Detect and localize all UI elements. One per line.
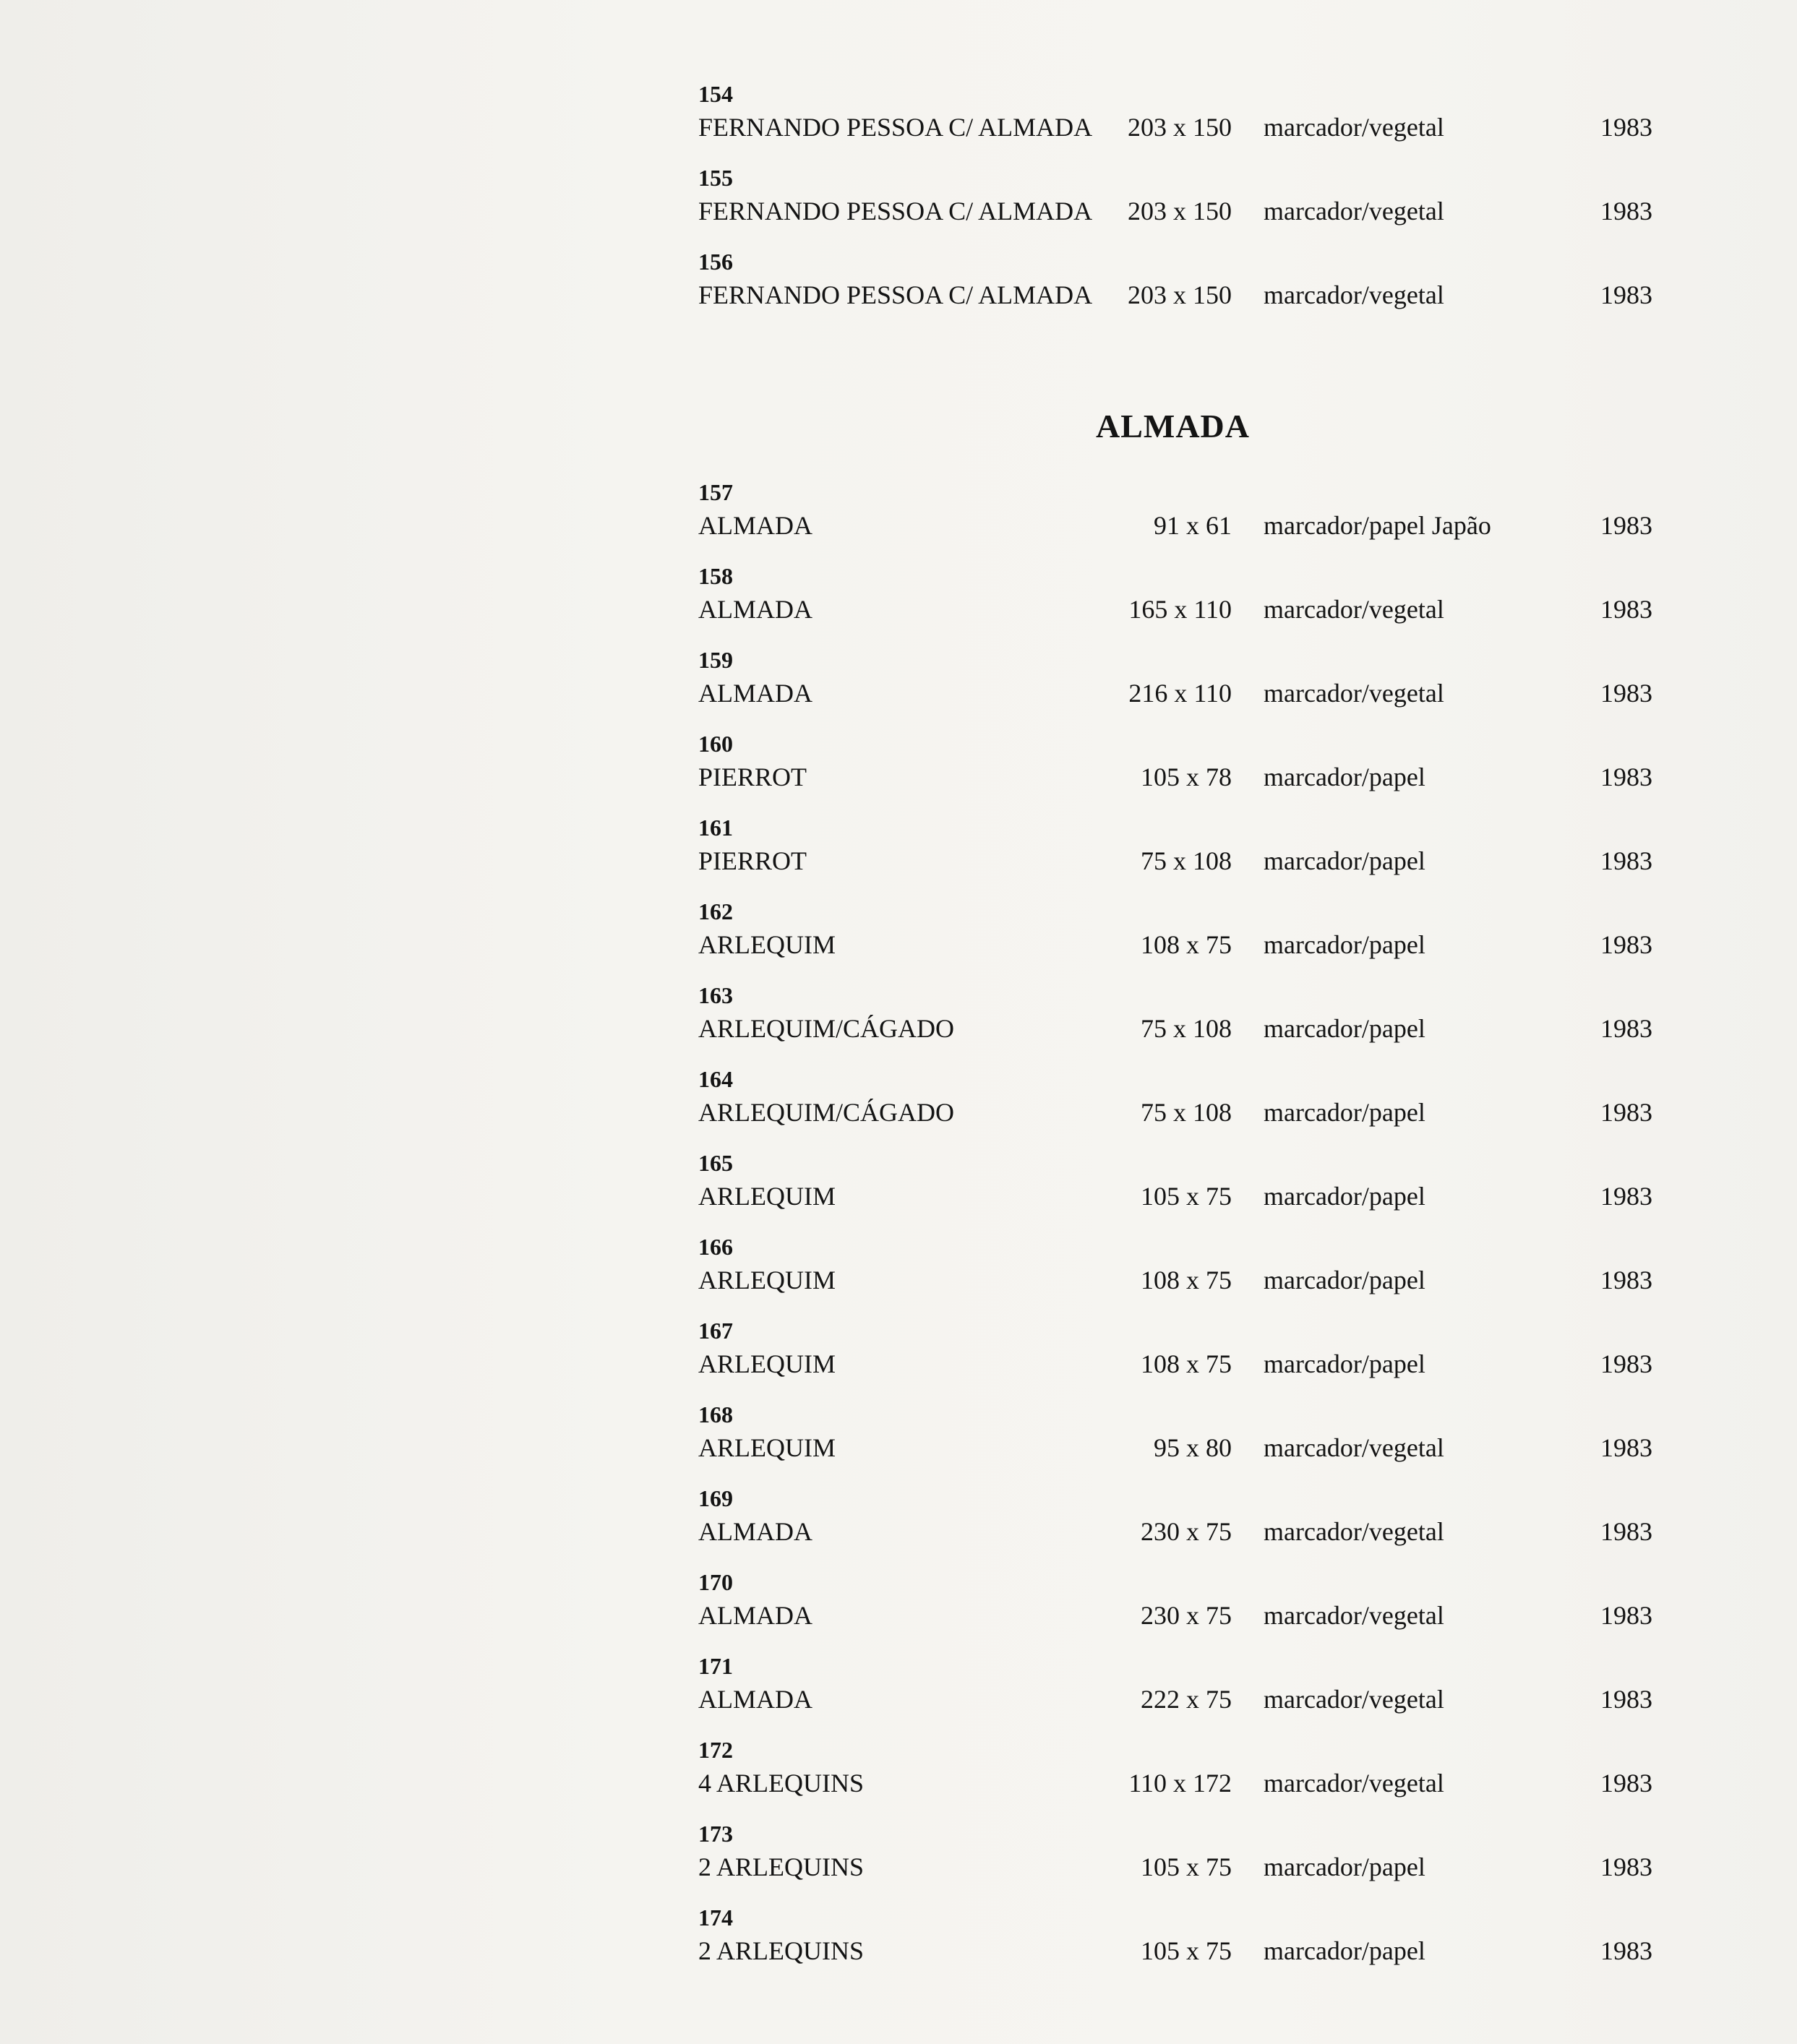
entry-year: 1983 <box>1600 1685 1652 1714</box>
entry-dimensions: 108 x 75 <box>1141 930 1232 959</box>
entry-number: 162 <box>698 898 733 924</box>
entry-year: 1983 <box>1600 1433 1652 1462</box>
entry-number: 156 <box>698 249 733 275</box>
entry-number: 172 <box>698 1737 733 1763</box>
entry-year: 1983 <box>1600 511 1652 540</box>
entry-title: ARLEQUIM/CÁGADO <box>698 1014 954 1043</box>
entry-year: 1983 <box>1600 763 1652 791</box>
entry-title: 2 ARLEQUINS <box>698 1852 865 1881</box>
entry-year: 1983 <box>1600 113 1652 142</box>
entry-year: 1983 <box>1600 1098 1652 1127</box>
entry-title: ARLEQUIM <box>698 930 836 959</box>
entry-number: 158 <box>698 563 733 589</box>
entry-technique: marcador/papel <box>1264 930 1425 959</box>
catalogue-entry <box>698 1065 1652 1140</box>
entry-number: 166 <box>698 1234 733 1260</box>
entry-technique: marcador/vegetal <box>1264 595 1444 624</box>
entry-technique: marcador/vegetal <box>1264 679 1444 708</box>
entry-dimensions: 105 x 75 <box>1141 1852 1232 1881</box>
entry-title: ALMADA <box>698 1601 812 1630</box>
entry-title: FERNANDO PESSOA C/ ALMADA <box>698 280 1093 309</box>
entry-title: ARLEQUIM <box>698 1182 836 1211</box>
entry-technique: marcador/vegetal <box>1264 1517 1444 1546</box>
entry-dimensions: 110 x 172 <box>1128 1769 1232 1798</box>
catalogue-entry <box>698 813 1652 888</box>
catalogue-entry <box>698 247 1652 322</box>
entry-title: 4 ARLEQUINS <box>698 1769 865 1798</box>
catalogue-entry <box>698 1903 1652 1978</box>
entry-number: 168 <box>698 1401 733 1427</box>
entry-number: 167 <box>698 1318 733 1344</box>
catalogue-entry <box>698 163 1652 239</box>
catalogue-entry <box>698 478 1652 553</box>
entry-dimensions: 230 x 75 <box>1141 1517 1232 1546</box>
catalogue-entry <box>698 897 1652 972</box>
entry-number: 155 <box>698 165 733 191</box>
entry-title: PIERROT <box>698 846 807 875</box>
entry-title: ALMADA <box>698 1685 812 1714</box>
catalogue-entry <box>698 1819 1652 1894</box>
entry-year: 1983 <box>1600 679 1652 708</box>
entry-dimensions: 105 x 78 <box>1141 763 1232 791</box>
entry-year: 1983 <box>1600 1936 1652 1965</box>
catalogue-entry <box>698 1316 1652 1391</box>
entry-year: 1983 <box>1600 197 1652 226</box>
entry-technique: marcador/papel <box>1264 846 1425 875</box>
entry-dimensions: 105 x 75 <box>1141 1936 1232 1965</box>
entry-technique: marcador/vegetal <box>1264 1769 1444 1798</box>
entry-year: 1983 <box>1600 1266 1652 1294</box>
entry-number: 157 <box>698 479 733 505</box>
entry-dimensions: 105 x 75 <box>1141 1182 1232 1211</box>
entry-dimensions: 216 x 110 <box>1128 679 1232 708</box>
catalogue-entry <box>698 1232 1652 1307</box>
entry-technique: marcador/vegetal <box>1264 113 1444 142</box>
entry-number: 171 <box>698 1653 733 1679</box>
entry-technique: marcador/papel <box>1264 1182 1425 1211</box>
entry-title: FERNANDO PESSOA C/ ALMADA <box>698 113 1093 142</box>
entry-title: 2 ARLEQUINS <box>698 1936 865 1965</box>
entry-number: 159 <box>698 647 733 673</box>
entry-year: 1983 <box>1600 1601 1652 1630</box>
entry-number: 164 <box>698 1066 733 1092</box>
entry-dimensions: 75 x 108 <box>1141 1098 1232 1127</box>
entry-number: 160 <box>698 731 733 757</box>
entry-year: 1983 <box>1600 1182 1652 1211</box>
entry-title: ARLEQUIM/CÁGADO <box>698 1098 954 1127</box>
entry-technique: marcador/vegetal <box>1264 1685 1444 1714</box>
entry-technique: marcador/papel <box>1264 763 1425 791</box>
entry-technique: marcador/papel Japão <box>1264 511 1491 540</box>
entry-title: PIERROT <box>698 763 807 791</box>
entry-title: ARLEQUIM <box>698 1349 836 1378</box>
entry-title: ALMADA <box>698 1517 812 1546</box>
section-heading: ALMADA <box>1096 408 1250 445</box>
entry-dimensions: 203 x 150 <box>1128 197 1232 226</box>
entry-number: 173 <box>698 1821 733 1847</box>
entry-number: 169 <box>698 1485 733 1511</box>
catalogue-entry <box>698 1400 1652 1475</box>
catalogue-entry <box>698 645 1652 721</box>
catalogue-entry <box>698 1568 1652 1643</box>
entry-dimensions: 108 x 75 <box>1141 1349 1232 1378</box>
entry-title: ALMADA <box>698 595 812 624</box>
entry-number: 174 <box>698 1905 733 1931</box>
entry-technique: marcador/papel <box>1264 1266 1425 1294</box>
entry-title: FERNANDO PESSOA C/ ALMADA <box>698 197 1093 226</box>
catalogue-entry <box>698 981 1652 1056</box>
entry-dimensions: 108 x 75 <box>1141 1266 1232 1294</box>
entry-technique: marcador/vegetal <box>1264 1433 1444 1462</box>
entry-year: 1983 <box>1600 846 1652 875</box>
entry-technique: marcador/papel <box>1264 1349 1425 1378</box>
entry-number: 165 <box>698 1150 733 1176</box>
entry-number: 161 <box>698 815 733 841</box>
entry-title: ALMADA <box>698 679 812 708</box>
entry-dimensions: 222 x 75 <box>1141 1685 1232 1714</box>
catalogue-entry <box>698 1148 1652 1224</box>
entry-title: ALMADA <box>698 511 812 540</box>
entry-year: 1983 <box>1600 930 1652 959</box>
entry-dimensions: 95 x 80 <box>1154 1433 1232 1462</box>
entry-year: 1983 <box>1600 1349 1652 1378</box>
catalogue-entry <box>698 562 1652 637</box>
entry-dimensions: 165 x 110 <box>1128 595 1232 624</box>
entry-technique: marcador/papel <box>1264 1098 1425 1127</box>
entry-title: ARLEQUIM <box>698 1266 836 1294</box>
entry-year: 1983 <box>1600 1014 1652 1043</box>
entry-year: 1983 <box>1600 280 1652 309</box>
entry-year: 1983 <box>1600 595 1652 624</box>
catalogue-entry <box>698 1484 1652 1559</box>
entry-technique: marcador/papel <box>1264 1014 1425 1043</box>
entry-technique: marcador/papel <box>1264 1936 1425 1965</box>
entry-dimensions: 203 x 150 <box>1128 113 1232 142</box>
catalogue-entry <box>698 1652 1652 1727</box>
entry-year: 1983 <box>1600 1852 1652 1881</box>
entry-dimensions: 203 x 150 <box>1128 280 1232 309</box>
entry-number: 170 <box>698 1569 733 1595</box>
entry-dimensions: 75 x 108 <box>1141 846 1232 875</box>
entry-title: ARLEQUIM <box>698 1433 836 1462</box>
catalogue-entry <box>698 80 1652 155</box>
catalogue-entry <box>698 729 1652 804</box>
entry-number: 154 <box>698 81 733 107</box>
entry-dimensions: 91 x 61 <box>1154 511 1232 540</box>
entry-technique: marcador/vegetal <box>1264 1601 1444 1630</box>
catalogue-entry <box>698 1735 1652 1811</box>
entry-dimensions: 230 x 75 <box>1141 1601 1232 1630</box>
entry-technique: marcador/vegetal <box>1264 197 1444 226</box>
entry-year: 1983 <box>1600 1517 1652 1546</box>
entry-dimensions: 75 x 108 <box>1141 1014 1232 1043</box>
entry-year: 1983 <box>1600 1769 1652 1798</box>
entry-technique: marcador/vegetal <box>1264 280 1444 309</box>
entry-number: 163 <box>698 982 733 1008</box>
entry-technique: marcador/papel <box>1264 1852 1425 1881</box>
